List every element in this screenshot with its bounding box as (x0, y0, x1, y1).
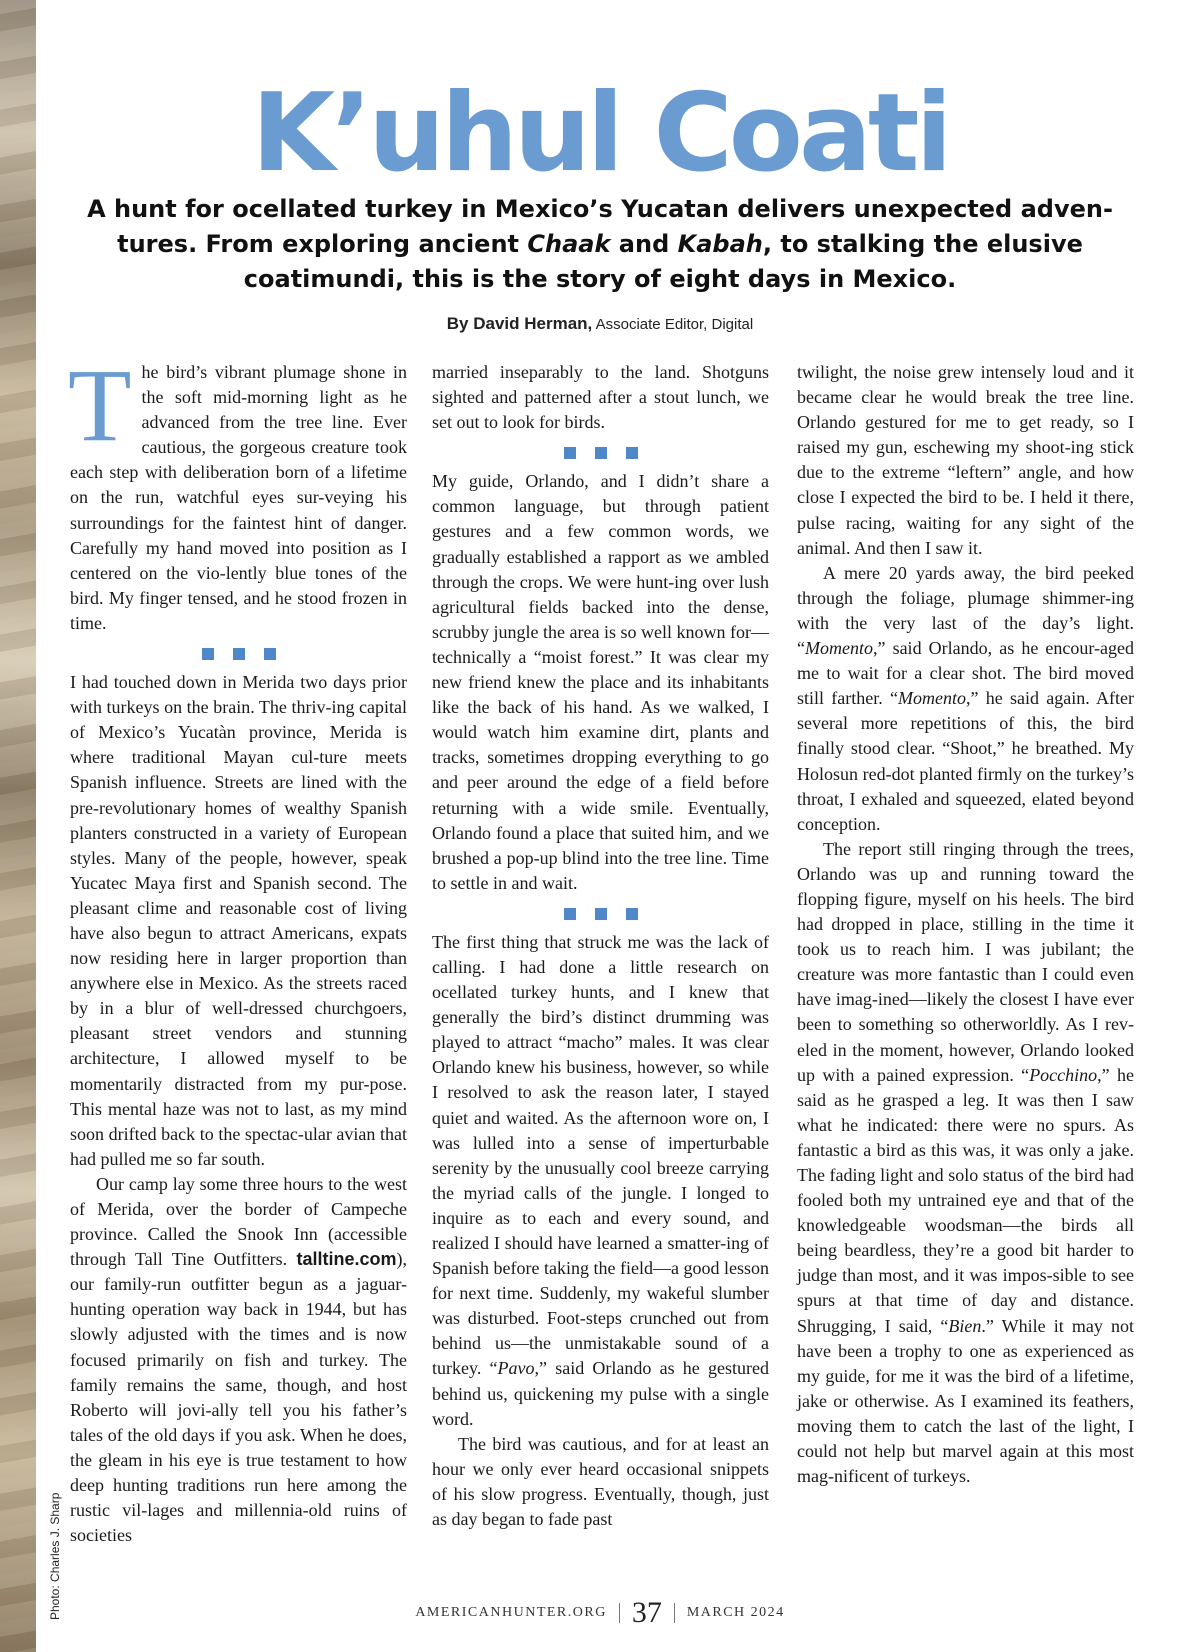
deck-italic-chaak: Chaak (527, 230, 611, 258)
paragraph (797, 561, 1134, 837)
separator-square-icon (264, 648, 276, 660)
separator-square-icon (233, 648, 245, 660)
separator-square-icon (595, 447, 607, 459)
photo-credit: Photo: Charles J. Sharp (48, 1492, 62, 1620)
paragraph-text: Our camp lay some three hours to the west of Merida, over the border of Campeche province. Called the Snook Inn (accessible through Tall Tine Outfitters. (70, 1173, 407, 1270)
footer-divider (619, 1603, 620, 1623)
separator-square-icon (595, 908, 607, 920)
separator-square-icon (564, 447, 576, 459)
footer-divider (674, 1603, 675, 1623)
italic-word: Momento (805, 638, 873, 659)
footer-website: AMERICANHUNTER.ORG (415, 1605, 607, 1620)
paragraph: married inseparably to the land. Shotguns sighted and patterned after a stout lunch, we set out to look for birds. (432, 362, 769, 433)
article-title: K’uhul Coati (251, 71, 949, 196)
page-number: 37 (631, 1596, 662, 1629)
separator-square-icon (564, 908, 576, 920)
deck-text: and (610, 230, 678, 258)
article-deck (80, 192, 1120, 297)
paragraph (70, 1172, 407, 1548)
drop-cap: T (68, 348, 132, 463)
background-photo-strip (0, 0, 36, 1652)
paragraph: I had touched down in Merida two days prior with turkeys on the brain. The thriv-ing capital of Mexico’s Yucatàn province, Merida is where traditional Mayan cul-ture meets Spanish influence. Streets are lined with the pre-revolutionary homes of wealthy Spanish planters constructed in a variety of European styles. Many of the people, however, speak Yucatec Maya first and Spanish second. The pleasant clime and reasonable cost of living have also begun to attract Americans, expats now residing here in larger proportion than anywhere else in Mexico. As the streets raced by in a blur of well-dressed churchgoers, pleasant street vendors and stunning architecture, I allowed myself to be momentarily distracted from my pur-pose. This mental haze was not to last, as my mind soon drifted back to the spectac-ular avian that had pulled me so far south. (70, 672, 407, 1169)
separator-square-icon (626, 447, 638, 459)
paragraph (797, 837, 1134, 1489)
article-column-3 (797, 360, 1134, 1489)
paragraph: twilight, the noise grew intensely loud and it became clear he would break the tree line. Orlando gestured for me to get ready, so I raised my gun, eschewing my shoot-ing stick due to the extreme “leftern” angle, and how close I expected the bird to be. I held it there, pulse racing, waiting for any sight of the animal. And then I saw it. (797, 362, 1134, 558)
section-separator (432, 902, 769, 926)
paragraph-text: The report still ringing through the trees, Orlando was up and running toward the flopping figure, myself on his heels. The bird had dropped in place, stilling in the time it took us to reach him. I was jubilant; the creature was more fantastic than I could even have imag-ined—likely the closest I have ever been to something so otherworldly. As I rev-eled in the moment, however, Orlando looked up with a pained expression. “ (797, 838, 1134, 1085)
article-column-1 (68, 348, 407, 1548)
paragraph-text: ,” he said as he grasped a leg. It was then I saw what he indicated: there were no spurs. As fantastic a bird as this was, it was only a jake. The fading light and solo status of the bird had fooled both my untrained eye and that of the knowledgeable woodsman—the birds all being beardless, they’re a good bit harder to judge than most, and it was impos-sible to see spurs at that time of day and distance. Shrugging, I said, “ (797, 1064, 1134, 1336)
deck-text: A hunt for ocellated turkey in Mexico’s Yucatan delivers unexpected adven-tures. From exploring ancient (87, 195, 1113, 258)
section-separator (432, 441, 769, 465)
paragraph-text: A mere 20 yards away, the bird peeked through the foliage, plumage shimmer-ing with the very last of the day’s light. “ (797, 562, 1134, 659)
paragraph: The bird was cautious, and for at least an hour we only ever heard occasional snippets of his slow progress. Eventually, though, just as day began to fade past (432, 1433, 769, 1530)
paragraph (432, 930, 769, 1432)
italic-word: Pavo (497, 1358, 535, 1379)
footer-issue-date: MARCH 2024 (686, 1605, 785, 1620)
article-column-2 (432, 360, 769, 1532)
paragraph: My guide, Orlando, and I didn’t share a common language, but through patient gestures and a few common words, we gradually established a rapport as we ambled through the crops. We were hunt-ing over lush agricultural fields backed into the dense, scrubby jungle the area is so well known for—technically a “moist forest.” It was clear my new friend knew the place and its inhabitants like the back of his hand. As we walked, I would watch him examine dirt, plants and tracks, sometimes dropping everything to go and peer around the edge of a field before returning with a wide smile. Eventually, Orlando found a place that suited him, and we brushed a pop-up blind into the tree line. Time to settle in and wait. (432, 471, 769, 893)
outfitter-url: talltine.com (296, 1249, 397, 1270)
paragraph (68, 348, 407, 636)
paragraph-text: The first thing that struck me was the lack of calling. I had done a little research on ocellated turkey hunts, and I knew that generally the bird’s distinct drumming was played to attract “macho” males. It was clear Orlando knew his business, however, so while I resolved to ask the reason later, I stayed quiet and waited. As the afternoon wore on, I was lulled into a sense of imperturbable serenity by the unusually cool breeze carrying the myriad calls of the jungle. I longed to inquire as to each and every sound, and realized I should have learned a smatter-ing of Spanish before taking the field—a good lesson for next time. Suddenly, my wakeful slumber was disturbed. Foot-steps crunched out from behind us—the unmistakable sound of a turkey. “ (432, 931, 769, 1379)
italic-word: Pocchino (1029, 1064, 1098, 1085)
paragraph-text: ,” said Orlando, as he encour-aged me to wait for a clear shot. The bird moved still farther. “ (797, 638, 1134, 709)
section-separator (70, 642, 407, 666)
byline (0, 314, 1200, 334)
paragraph-text: he bird’s vibrant plumage shone in the soft mid-morning light as he advanced from the tree line. Ever cautious, the gorgeous creature took each step with deliberation born of a lifetime on the run, watchful eyes sur-veying his surroundings for the faintest hint of danger. Carefully my hand moved into position as I centered on the vio-lently blue tones of the bird. My finger tensed, and he stood frozen in time. (70, 362, 407, 633)
separator-square-icon (626, 908, 638, 920)
byline-author: By David Herman, (446, 314, 593, 333)
separator-square-icon (202, 648, 214, 660)
italic-word: Momento (898, 688, 966, 709)
paragraph-text: ,” he said again. After several more repetitions of this, the bird finally stood clear. “Shoot,” he breathed. My Holosun red-dot planted firmly on the turkey’s throat, I exhaled and squeezed, elated beyond conception. (797, 688, 1135, 834)
deck-text: , to stalking the elusive coatimundi, this is the story of eight days in Mexico. (243, 230, 1083, 293)
paragraph-text: ), our family-run outfitter begun as a jaguar-hunting operation way back in 1944, but has slowly adjusted with the times and is now focused primarily on fish and turkey. The family remains the same, though, and host Roberto will jovi-ally tell you his father’s tales of the old days if you ask. When he does, the gleam in his eye is true testament to how deep hunting traditions run here among the rustic vil-lages and millennia-old ruins of societies (70, 1249, 407, 1546)
byline-role: Associate Editor, Digital (592, 316, 754, 333)
page-footer (0, 1596, 1200, 1630)
paragraph-text: .” While it may not have been a trophy to one as experienced as my guide, for me it was the bird of a lifetime, jake or otherwise. As I examined its feathers, moving them to catch the last of the light, I could not help but marvel again at this most mag-nificent of turkeys. (797, 1315, 1134, 1487)
italic-word: Bien (948, 1315, 982, 1336)
deck-italic-kabah: Kabah (677, 230, 763, 258)
paragraph-text: ,” said Orlando as he gestured behind us, quickening my pulse with a single word. (432, 1358, 769, 1429)
